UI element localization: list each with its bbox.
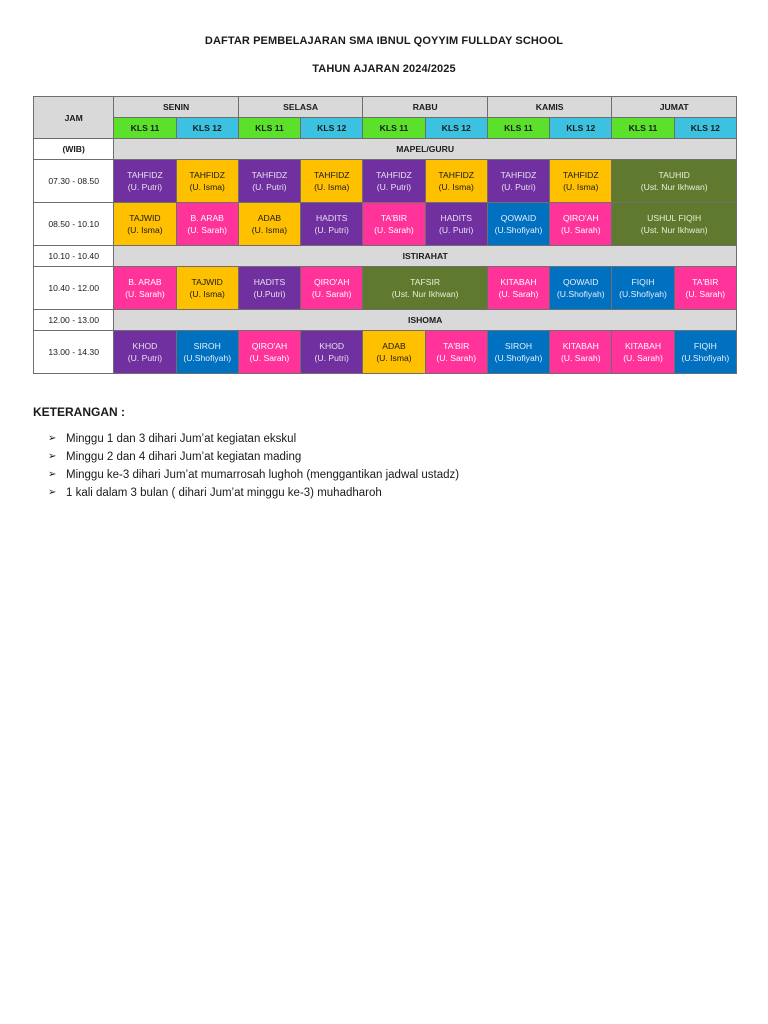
subject-content (426, 169, 487, 193)
class-label-kls12: KLS 12 (425, 118, 487, 139)
subject-name: TAHFIDZ (313, 170, 350, 180)
note-item (48, 484, 459, 502)
subject-name: QOWAID (563, 277, 599, 287)
subject-cell (301, 160, 363, 203)
subject-content (550, 340, 611, 364)
subject-name: TAHFIDZ (127, 170, 163, 180)
subject-content (301, 340, 362, 364)
subject-content (363, 276, 487, 300)
teacher-name: (U. Sarah) (560, 353, 601, 363)
subject-cell (425, 331, 487, 374)
teacher-name: (U. Putri) (252, 182, 287, 192)
subject-cell (238, 160, 300, 203)
schedule-row (34, 310, 737, 331)
note-text: 1 kali dalam 3 bulan ( dihari Jum’at minggu ke-3) muhadharoh (66, 487, 382, 499)
subject-cell (114, 203, 176, 246)
class-label-kls12: KLS 12 (674, 118, 736, 139)
schedule-row (34, 203, 737, 246)
subject-name: QIRO'AH (251, 341, 288, 351)
subject-cell (550, 160, 612, 203)
subject-name: FIQIH (693, 341, 717, 351)
subject-content (177, 169, 238, 193)
teacher-name: (U. Isma) (127, 225, 163, 235)
subject-content (114, 340, 175, 364)
time-slot: 07.30 - 08.50 (34, 160, 114, 203)
document-subtitle: TAHUN AJARAN 2024/2025 (312, 63, 456, 75)
subject-cell (238, 331, 300, 374)
teacher-name: (U. Isma) (251, 225, 288, 235)
subject-name: TA'BIR (443, 341, 470, 351)
subject-cell (674, 267, 736, 310)
subject-name: QOWAID (500, 213, 537, 223)
subject-name: TA'BIR (692, 277, 719, 287)
subject-cell (363, 331, 425, 374)
time-slot: 10.10 - 10.40 (34, 246, 114, 267)
subject-content (239, 169, 300, 193)
subject-name: B. ARAB (190, 213, 224, 223)
subject-content (114, 212, 175, 236)
subject-content (114, 276, 175, 300)
subject-content (114, 169, 175, 193)
subject-name: HADITS (315, 213, 348, 223)
schedule-row (34, 267, 737, 310)
day-header: KAMIS (487, 97, 612, 118)
subject-cell (674, 331, 736, 374)
teacher-name: (U. Putri) (439, 225, 474, 235)
time-slot: 13.00 - 14.30 (34, 331, 114, 374)
subject-cell (363, 203, 425, 246)
teacher-name: (U. Isma) (438, 182, 474, 192)
subject-name: KHOD (132, 341, 158, 351)
schedule-table (33, 96, 737, 374)
subject-name: TAFSIR (410, 277, 441, 287)
class-label-kls11: KLS 11 (487, 118, 549, 139)
teacher-name: (U. Isma) (376, 353, 412, 363)
teacher-name: (U. Sarah) (311, 289, 352, 299)
teacher-name: (U. Isma) (189, 289, 225, 299)
subject-name: KITABAH (562, 341, 599, 351)
break-label: ISTIRAHAT (114, 246, 737, 267)
subject-content (363, 212, 424, 236)
arrow-bullet-icon: ➢ (48, 451, 57, 462)
time-slot: 08.50 - 10.10 (34, 203, 114, 246)
schedule-row (34, 160, 737, 203)
subject-cell (114, 160, 176, 203)
subject-content (177, 276, 238, 300)
subject-content (488, 340, 549, 364)
subject-name: TAHFIDZ (376, 170, 412, 180)
subject-content (550, 276, 611, 300)
subject-cell (301, 331, 363, 374)
subject-name: QIRO'AH (313, 277, 350, 287)
mapel-guru-label: MAPEL/GURU (114, 139, 737, 160)
break-label: ISHOMA (114, 310, 737, 331)
subject-content (675, 340, 736, 364)
class-label-kls11: KLS 11 (363, 118, 425, 139)
arrow-bullet-icon: ➢ (48, 469, 57, 480)
class-label-kls12: KLS 12 (550, 118, 612, 139)
subject-name: TAJWID (129, 213, 161, 223)
teacher-name: (U. Sarah) (125, 289, 165, 299)
subject-cell (612, 160, 737, 203)
subject-cell (487, 203, 549, 246)
arrow-bullet-icon: ➢ (48, 487, 57, 498)
subject-cell (425, 203, 487, 246)
unit-row (34, 139, 737, 160)
subject-cell (612, 331, 674, 374)
subject-cell (301, 203, 363, 246)
subject-name: TAHFIDZ (500, 170, 537, 180)
subject-name: QIRO'AH (562, 213, 599, 223)
day-header: RABU (363, 97, 488, 118)
subject-name: HADITS (440, 213, 472, 223)
class-label-kls12: KLS 12 (176, 118, 238, 139)
subject-name: KITABAH (500, 277, 537, 287)
teacher-name: (U. Putri) (127, 353, 163, 363)
subject-content (612, 340, 673, 364)
teacher-name: (U. Isma) (563, 182, 599, 192)
class-label-kls11: KLS 11 (238, 118, 300, 139)
day-header: SENIN (114, 97, 239, 118)
subject-cell (425, 160, 487, 203)
arrow-bullet-icon: ➢ (48, 433, 57, 444)
teacher-name: (U. Putri) (127, 182, 163, 192)
teacher-name: (U. Putri) (376, 182, 412, 192)
teacher-name: (U.Shofiyah) (494, 353, 543, 363)
document-title: DAFTAR PEMBELAJARAN SMA IBNUL QOYYIM FULLDAY SCHOOL (204, 35, 564, 47)
subject-cell (238, 267, 300, 310)
subject-cell (487, 331, 549, 374)
teacher-name: (U.Shofiyah) (681, 353, 730, 363)
teacher-name: (U. Sarah) (187, 225, 228, 235)
subject-cell (363, 160, 425, 203)
teacher-name: (U.Shofiyah) (183, 353, 232, 363)
teacher-name: (U. Sarah) (685, 289, 726, 299)
teacher-name: (U. Sarah) (498, 289, 539, 299)
jam-header: JAM (34, 97, 114, 139)
subject-name: TAHFIDZ (251, 170, 288, 180)
subject-name: ADAB (382, 341, 406, 351)
subject-cell (487, 160, 549, 203)
note-item (48, 466, 459, 484)
teacher-name: (U.Shofiyah) (619, 289, 667, 299)
subject-cell (301, 267, 363, 310)
teacher-name: (Ust. Nur Ikhwan) (640, 225, 708, 235)
subject-content (363, 169, 424, 193)
subject-content (426, 212, 487, 236)
day-header: SELASA (238, 97, 363, 118)
schedule-row (34, 331, 737, 374)
subject-name: SIROH (504, 341, 533, 351)
teacher-name: (U.Putri) (253, 289, 286, 299)
day-header-row (34, 97, 737, 118)
teacher-name: (U.Shofiyah) (494, 225, 543, 235)
subject-cell (114, 331, 176, 374)
teacher-name: (Ust. Nur Ikhwan) (391, 289, 459, 299)
subject-content (550, 169, 611, 193)
subject-name: USHUL FIQIH (647, 213, 702, 223)
subject-cell (612, 203, 737, 246)
subject-cell (550, 331, 612, 374)
subject-name: TAHFIDZ (562, 170, 599, 180)
subject-content (612, 276, 673, 300)
time-slot: 10.40 - 12.00 (34, 267, 114, 310)
subject-content (612, 212, 736, 236)
subject-content (612, 169, 736, 193)
teacher-name: (U. Isma) (189, 182, 225, 192)
subject-cell (176, 331, 238, 374)
subject-cell (176, 203, 238, 246)
subject-content (177, 340, 238, 364)
note-item (48, 430, 459, 448)
subject-cell (550, 267, 612, 310)
subject-cell (363, 267, 488, 310)
note-item (48, 448, 459, 466)
subject-name: TAJWID (191, 277, 223, 287)
subject-cell (550, 203, 612, 246)
teacher-name: (U. Isma) (314, 182, 350, 192)
subject-cell (114, 267, 176, 310)
note-text: Minggu 1 dan 3 dihari Jum’at kegiatan ekskul (66, 433, 297, 445)
subject-cell (176, 267, 238, 310)
subject-content (363, 340, 424, 364)
schedule-row (34, 246, 737, 267)
subject-content (301, 169, 362, 193)
subject-content (239, 340, 300, 364)
teacher-name: (U. Sarah) (560, 225, 601, 235)
subject-name: TA'BIR (380, 213, 408, 223)
subject-content (488, 169, 549, 193)
subject-content (301, 276, 362, 300)
subject-name: FIQIH (631, 277, 655, 287)
note-text: Minggu ke-3 dihari Jum’at mumarrosah lughoh (menggantikan jadwal ustadz) (66, 469, 460, 481)
subject-name: KITABAH (624, 341, 662, 351)
note-text: Minggu 2 dan 4 dihari Jum’at kegiatan mading (66, 451, 302, 463)
teacher-name: (U. Putri) (314, 225, 349, 235)
class-label-kls12: KLS 12 (301, 118, 363, 139)
subject-content (426, 340, 487, 364)
day-header: JUMAT (612, 97, 737, 118)
subject-name: TAHFIDZ (438, 170, 475, 180)
class-label-kls11: KLS 11 (114, 118, 176, 139)
subject-cell (238, 203, 300, 246)
notes-title: KETERANGAN : (33, 405, 125, 419)
class-header-row (34, 118, 737, 139)
subject-name: HADITS (253, 277, 286, 287)
subject-name: SIROH (193, 341, 221, 351)
subject-name: TAUHID (658, 170, 690, 180)
teacher-name: (U. Sarah) (249, 353, 290, 363)
subject-content (488, 212, 549, 236)
subject-content (301, 212, 362, 236)
teacher-name: (U. Sarah) (436, 353, 477, 363)
subject-cell (487, 267, 549, 310)
subject-name: KHOD (319, 341, 345, 351)
subject-content (550, 212, 611, 236)
subject-content (239, 212, 300, 236)
time-slot: 12.00 - 13.00 (34, 310, 114, 331)
subject-content (675, 276, 736, 300)
teacher-name: (U. Putri) (314, 353, 349, 363)
subject-cell (612, 267, 674, 310)
teacher-name: (U.Shofiyah) (556, 289, 605, 299)
subject-name: B. ARAB (128, 277, 162, 287)
subject-name: ADAB (257, 213, 282, 223)
teacher-name: (U. Putri) (501, 182, 536, 192)
wib-label: (WIB) (34, 139, 114, 160)
class-label-kls11: KLS 11 (612, 118, 674, 139)
notes-list (48, 430, 459, 502)
teacher-name: (U. Sarah) (374, 225, 414, 235)
subject-content (239, 276, 300, 300)
subject-content (177, 212, 238, 236)
subject-name: TAHFIDZ (189, 170, 226, 180)
teacher-name: (U. Sarah) (623, 353, 663, 363)
subject-cell (176, 160, 238, 203)
subject-content (488, 276, 549, 300)
teacher-name: (Ust. Nur Ikhwan) (640, 182, 708, 192)
